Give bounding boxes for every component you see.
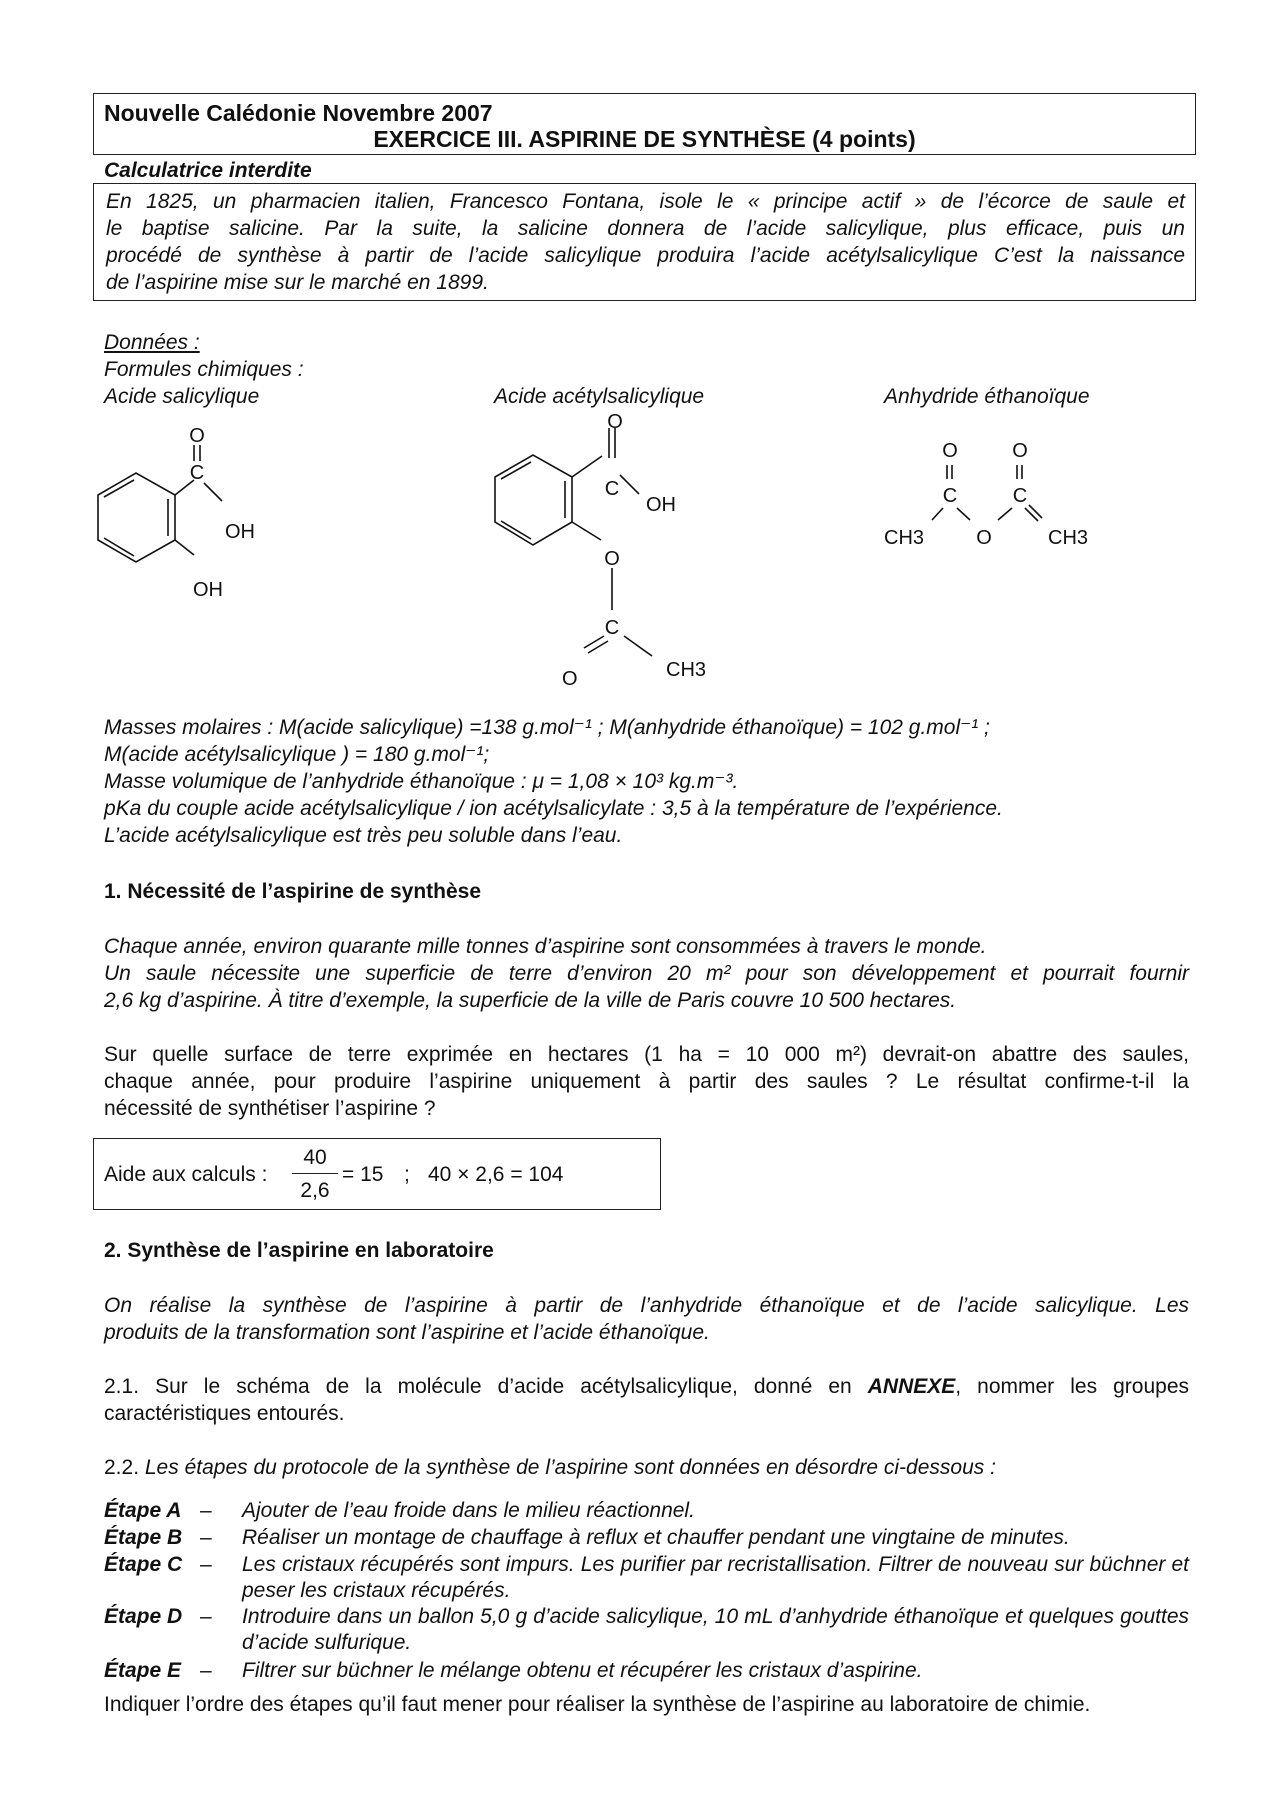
data-line: L’acide acétylsalicylique est très peu soluble dans l’eau. [104,824,623,847]
data-heading: Données : [104,331,200,354]
step-dash: – [200,1499,212,1522]
atom-label: OH [193,579,223,601]
section1-title: 1. Nécessité de l’aspirine de synthèse [104,880,482,903]
intro-box [93,183,1196,301]
q22-prefix: 2.2. [104,1456,140,1479]
atom-label: C [604,478,620,500]
question-2-1-line1 [104,1373,1189,1400]
molecule-name-anhydride: Anhydride éthanoïque [884,385,1090,408]
atom-label: O [604,548,620,570]
question-2-2 [104,1454,1189,1481]
calculation-aid-box [93,1138,661,1210]
data-line: M(acide acétylsalicylique ) = 180 g.mol⁻¹; [104,743,490,766]
section2-intro [104,1292,1189,1346]
fraction-bar [292,1173,338,1174]
exercise-title: EXERCICE III. ASPIRINE DE SYNTHÈSE (4 points) [373,126,916,152]
data-line: Masse volumique de l’anhydride éthanoïque : μ = 1,08 × 10³ kg.m⁻³. [104,770,739,793]
annex-ref: ANNEXE [867,1375,956,1398]
intro-line: On réalise la synthèse de l’aspirine à partir de l’anhydride éthanoïque et de l’acide salicylique. Les [104,1294,1189,1317]
data-line: Masses molaires : M(acide salicylique) =138 g.mol⁻¹ ; M(anhydride éthanoïque) = 102 g.mol⁻¹ ; [104,716,990,739]
step-dash: – [200,1553,212,1576]
q21-prefix: 2.1. Sur le schéma de la molécule d’acide acétylsalicylique, donné en [104,1375,852,1398]
salicylic-acid-structure [90,425,330,620]
aid-second: 40 × 2,6 = 104 [428,1163,564,1186]
intro-line: procédé de synthèse à partir de l’acide salicylique produira l’acide acétylsalicylique C’est la naissance [106,244,1185,267]
molecule-name-acetylsalicylic: Acide acétylsalicylique [494,385,705,408]
context-line: Chaque année, environ quarante mille tonnes d’aspirine sont consommées à travers le monde. [104,935,987,958]
data-lines [104,714,1189,849]
anhydride-structure [880,432,1100,557]
intro-line: le baptise salicine. Par la suite, la salicine donnera de l’acide salicylique, plus efficace, puis un [106,217,1185,240]
intro-line: de l’aspirine mise sur le marché en 1899. [106,271,489,294]
atom-label: CH3 [666,659,707,681]
aid-denominator: 2,6 [300,1179,330,1202]
aid-result: = 15 [342,1163,384,1186]
step-text: Ajouter de l’eau froide dans le milieu réactionnel. [242,1499,695,1522]
intro-line: En 1825, un pharmacien italien, Francesco Fontana, isole le « principe actif » de l’écorce de saule et [106,190,1185,213]
atom-label: C [942,485,958,507]
context-line: 2,6 kg d’aspirine. À titre d’exemple, la superficie de la ville de Paris couvre 10 500 hectares. [104,989,957,1012]
aid-label: Aide aux calculs : [104,1163,268,1186]
step-text: Introduire dans un ballon 5,0 g d’acide salicylique, 10 mL d’anhydride éthanoïque et quelques gouttes d’acide sulfurique. [242,1605,1189,1654]
atom-label: O [562,668,578,690]
step-text: Réaliser un montage de chauffage à reflux et chauffer pendant une vingtaine de minutes. [242,1526,1070,1549]
step-dash: – [200,1659,212,1682]
atom-label: C [1012,485,1028,507]
section1-question [104,1041,1189,1122]
step-dash: – [200,1605,212,1628]
formulas-label: Formules chimiques : [104,358,304,381]
acetylsalicylic-acid-structure [494,410,734,695]
intro-line: produits de la transformation sont l’aspirine et l’acide éthanoïque. [104,1321,710,1344]
atom-label: O [976,527,992,549]
aid-separator: ; [404,1163,410,1186]
step-dash: – [200,1526,212,1549]
step-label: Étape C [104,1553,183,1576]
step-label: Étape A [104,1499,182,1522]
step-label: Étape B [104,1526,183,1549]
molecule-name-salicylic: Acide salicylique [104,385,260,408]
atom-label: C [189,462,205,484]
question-line: nécessité de synthétiser l’aspirine ? [104,1097,436,1120]
data-line: pKa du couple acide acétylsalicylique / ion acétylsalicylate : 3,5 à la température de l’expérience. [104,797,1003,820]
step-label: Étape D [104,1605,183,1628]
atom-label: O [607,411,623,433]
aid-numerator: 40 [303,1146,327,1169]
atom-label: O [1012,440,1028,462]
step-label: Étape E [104,1659,182,1682]
atom-label: CH3 [884,527,925,549]
step-text: Filtrer sur büchner le mélange obtenu et récupérer les cristaux d’aspirine. [242,1659,923,1682]
atom-label: OH [225,521,255,543]
question-line: Sur quelle surface de terre exprimée en hectares (1 ha = 10 000 m²) devrait-on abattre des saules, [104,1043,1189,1066]
step-text: Les cristaux récupérés sont impurs. Les purifier par recristallisation. Filtrer de nouveau sur büchner et peser les cristaux récupérés. [242,1553,1189,1602]
section2-title: 2. Synthèse de l’aspirine en laboratoire [104,1239,494,1262]
context-line: Un saule nécessite une superficie de terre d’environ 20 m² pour son développement et pourrait fournir [104,962,1189,985]
atom-label: O [942,440,958,462]
question-2-1 [104,1373,1189,1427]
final-question: Indiquer l’ordre des étapes qu’il faut mener pour réaliser la synthèse de l’aspirine au laboratoire de chimie. [104,1693,1091,1716]
atom-label: C [604,617,620,639]
atom-label: CH3 [1048,527,1089,549]
location-date: Nouvelle Calédonie Novembre 2007 [104,100,493,126]
question-line: chaque année, pour produire l’aspirine uniquement à partir des saules ? Le résultat confirme-t-il la [104,1070,1189,1093]
question-2-1-line2: caractéristiques entourés. [104,1402,345,1425]
calculator-note: Calculatrice interdite [104,159,312,182]
atom-label: OH [646,494,676,516]
q21-suffix: , nommer les groupes [955,1375,1190,1398]
atom-label: O [189,425,205,447]
header-box [93,93,1196,155]
q22-text: Les étapes du protocole de la synthèse de l’aspirine sont données en désordre ci-dessous : [144,1456,996,1479]
section1-context [104,933,1189,1014]
